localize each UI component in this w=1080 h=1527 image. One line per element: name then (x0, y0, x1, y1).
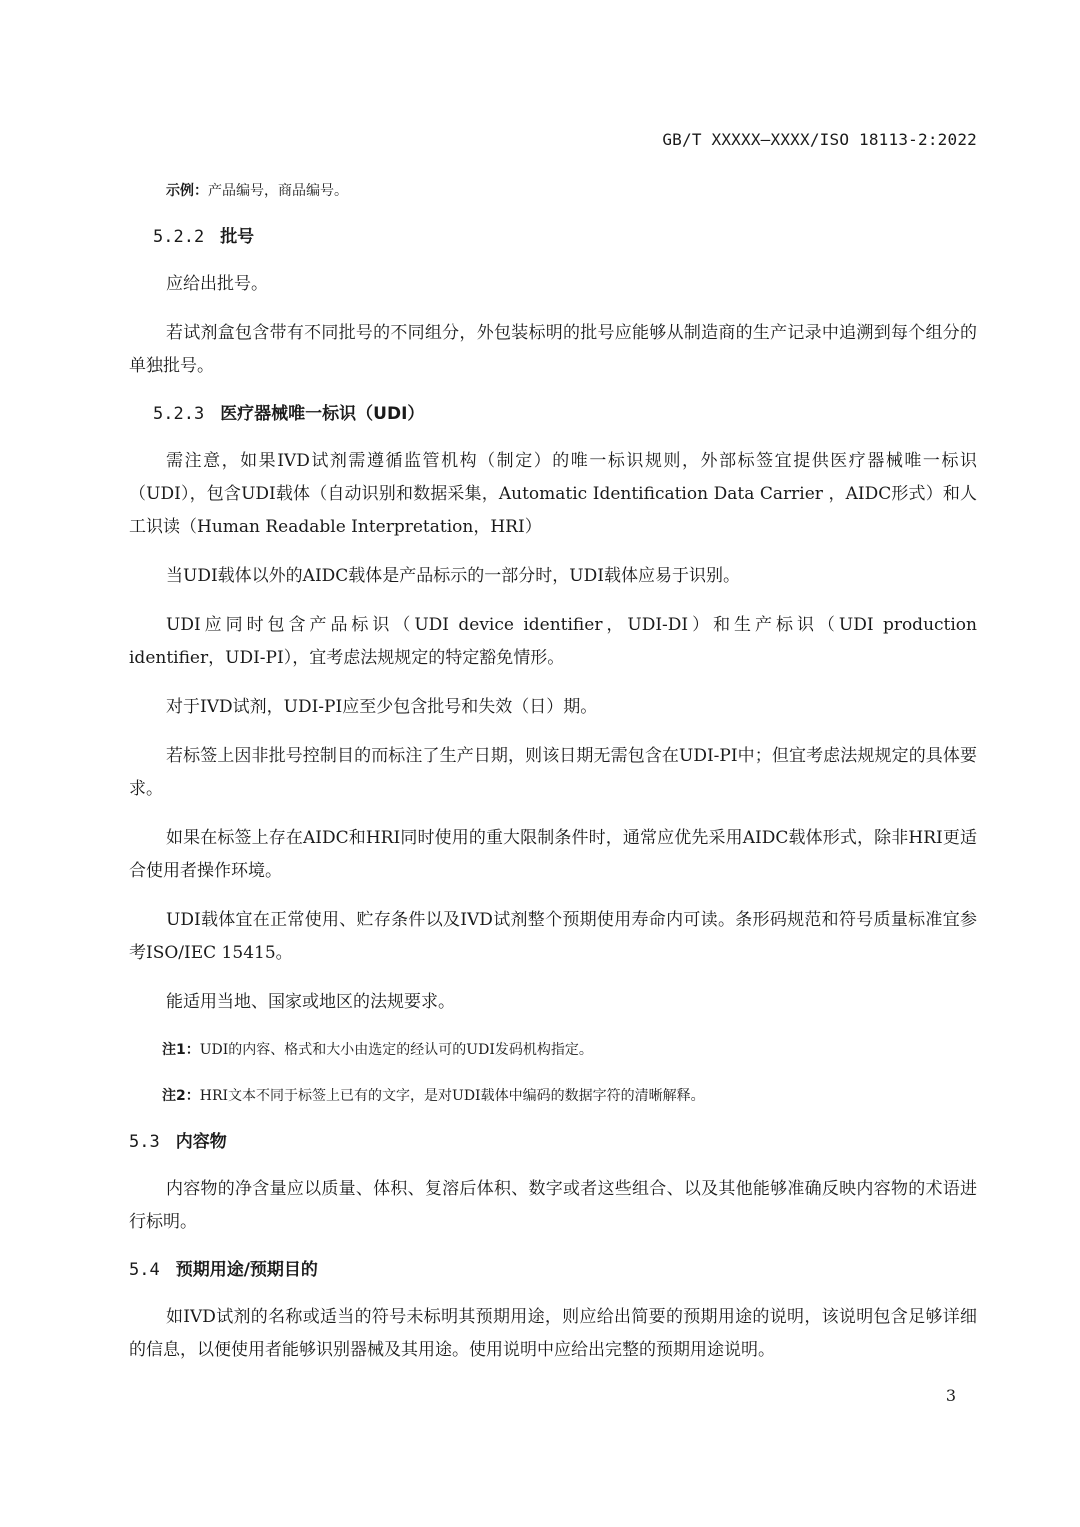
note-2 (129, 1081, 977, 1111)
section-number: 5.2.2 (153, 227, 205, 247)
section-5-4-heading (129, 1255, 977, 1285)
example-label: 示例： (166, 183, 208, 199)
section-number: 5.4 (129, 1260, 160, 1280)
paragraph: 若试剂盒包含带有不同批号的不同组分，外包装标明的批号应能够从制造商的生产记录中追溯到每个组分的单独批号。 (129, 323, 977, 376)
section-number: 5.3 (129, 1132, 160, 1152)
note-text: HRI文本不同于标签上已有的文字，是对UDI载体中编码的数据字符的清晰解释。 (199, 1088, 705, 1104)
paragraph: 内容物的净含量应以质量、体积、复溶后体积、数字或者这些组合、以及其他能够准确反映内容物的术语进行标明。 (129, 1179, 977, 1232)
paragraph: 如果在标签上存在AIDC和HRI同时使用的重大限制条件时，通常应优先采用AIDC载体形式，除非HRI更适合使用者操作环境。 (129, 828, 977, 881)
section-5-2-2-heading (129, 222, 977, 252)
section-title: 内容物 (175, 1132, 227, 1152)
page-number: 3 (945, 1386, 956, 1405)
example-line (129, 176, 977, 206)
paragraph: 若标签上因非批号控制目的而标注了生产日期，则该日期无需包含在UDI-PI中；但宜考虑法规规定的具体要求。 (129, 746, 977, 799)
section-number: 5.2.3 (153, 404, 205, 424)
paragraph: UDI载体宜在正常使用、贮存条件以及IVD试剂整个预期使用寿命内可读。条形码规范和符号质量标准宜参考ISO/IEC 15415。 (129, 910, 977, 963)
note-label: 注1： (162, 1042, 200, 1058)
section-title: 预期用途/预期目的 (175, 1260, 318, 1280)
page-body (129, 176, 977, 1383)
paragraph: UDI应同时包含产品标识（UDI device identifier，UDI-DI）和生产标识（UDI production identifier，UDI-PI），宜考虑法规规定的特定豁免情形。 (129, 615, 977, 668)
note-1 (129, 1035, 977, 1065)
note-text: UDI的内容、格式和大小由选定的经认可的UDI发码机构指定。 (199, 1042, 593, 1058)
paragraph: 对于IVD试剂，UDI-PI应至少包含批号和失效（日）期。 (166, 697, 598, 717)
paragraph: 应给出批号。 (166, 274, 268, 294)
note-label: 注2： (162, 1088, 200, 1104)
paragraph: 需注意，如果IVD试剂需遵循监管机构（制定）的唯一标识规则，外部标签宜提供医疗器械唯一标识（UDI），包含UDI载体（自动识别和数据采集，Automatic Identification Data Carrier ，AIDC形式）和人工识读（Human Readable Interpretation，HRI） (129, 451, 977, 537)
section-title: 批号 (220, 227, 255, 247)
section-5-2-3-heading (129, 399, 977, 429)
section-5-3-heading (129, 1127, 977, 1157)
paragraph: 能适用当地、国家或地区的法规要求。 (166, 992, 455, 1012)
example-text: 产品编号，商品编号。 (208, 183, 348, 199)
section-title: 医疗器械唯一标识（UDI） (220, 404, 425, 424)
paragraph: 当UDI载体以外的AIDC载体是产品标示的一部分时，UDI载体应易于识别。 (166, 566, 740, 586)
paragraph: 如IVD试剂的名称或适当的符号未标明其预期用途，则应给出简要的预期用途的说明，该说明包含足够详细的信息，以便使用者能够识别器械及其用途。使用说明中应给出完整的预期用途说明。 (129, 1307, 977, 1360)
document-code: GB/T XXXXX—XXXX/ISO 18113-2:2022 (662, 130, 977, 149)
